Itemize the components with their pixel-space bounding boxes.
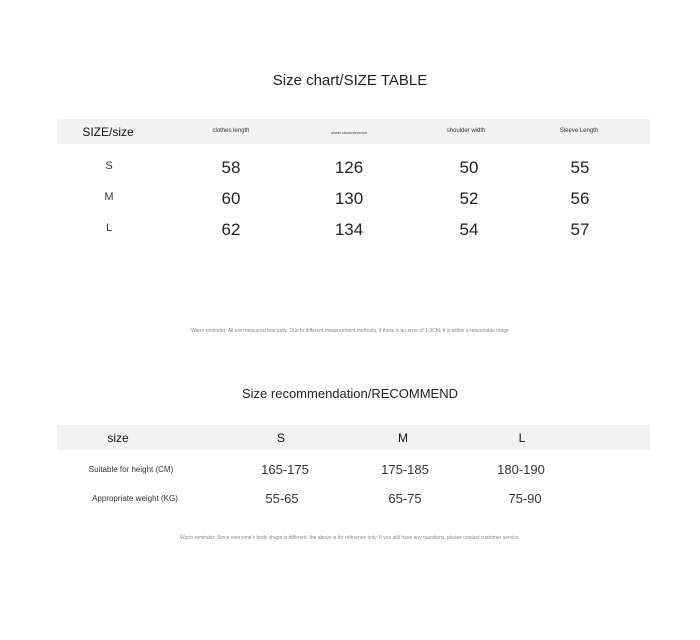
size-cell: 56 xyxy=(570,189,590,208)
size-cell: 134 xyxy=(334,220,364,239)
recommend-cell: 165-175 xyxy=(261,462,309,477)
size-cell: 60 xyxy=(221,189,241,208)
size-table-note: Warm reminder: All are measured manually. Due to different measurement methods, if there is an error of 1-3CM, it is within a reasonable range xyxy=(191,328,509,334)
size-table-header-size: SIZE/size xyxy=(82,125,134,139)
recommend-cell: 55-65 xyxy=(265,491,299,506)
size-table-header-chest: chest circumference xyxy=(331,130,367,135)
recommend-header-l: L xyxy=(518,431,526,445)
recommend-header-m: M xyxy=(398,431,408,445)
recommend-cell: 65-75 xyxy=(388,491,422,506)
recommend-cell: 75-90 xyxy=(508,491,542,506)
size-cell: 130 xyxy=(334,189,364,208)
size-table-header-clothes-length: clothes length xyxy=(212,128,250,134)
size-cell: 50 xyxy=(459,158,479,177)
recommend-header-s: S xyxy=(276,431,286,445)
size-cell: 55 xyxy=(570,158,590,177)
size-cell: 126 xyxy=(334,158,364,177)
size-table-header-shoulder-width: shoulder width xyxy=(446,128,486,134)
size-row-label: L xyxy=(105,222,113,234)
size-table-header-sleeve-length: Sleeve Length xyxy=(559,128,599,134)
size-table-title: Size chart/SIZE TABLE xyxy=(272,72,428,89)
recommend-row-label: Appropriate weight (KG) xyxy=(92,494,178,503)
size-cell: 62 xyxy=(221,220,241,239)
recommend-note: Warm reminder: Since everyone's body shape is different, the above is for reference only. If you still have any questions, please contact customer service. xyxy=(180,535,520,541)
size-cell: 52 xyxy=(459,189,479,208)
size-cell: 57 xyxy=(570,220,590,239)
recommend-cell: 175-185 xyxy=(381,462,429,477)
recommend-cell: 180-190 xyxy=(497,462,545,477)
recommend-header-band xyxy=(57,425,650,450)
size-cell: 54 xyxy=(459,220,479,239)
recommend-header-size: size xyxy=(107,431,129,445)
recommend-row-label: Suitable for height (CM) xyxy=(88,465,174,474)
recommend-title: Size recommendation/RECOMMEND xyxy=(241,386,458,401)
size-row-label: M xyxy=(104,191,114,203)
size-cell: 58 xyxy=(221,158,241,177)
size-row-label: S xyxy=(105,160,113,172)
